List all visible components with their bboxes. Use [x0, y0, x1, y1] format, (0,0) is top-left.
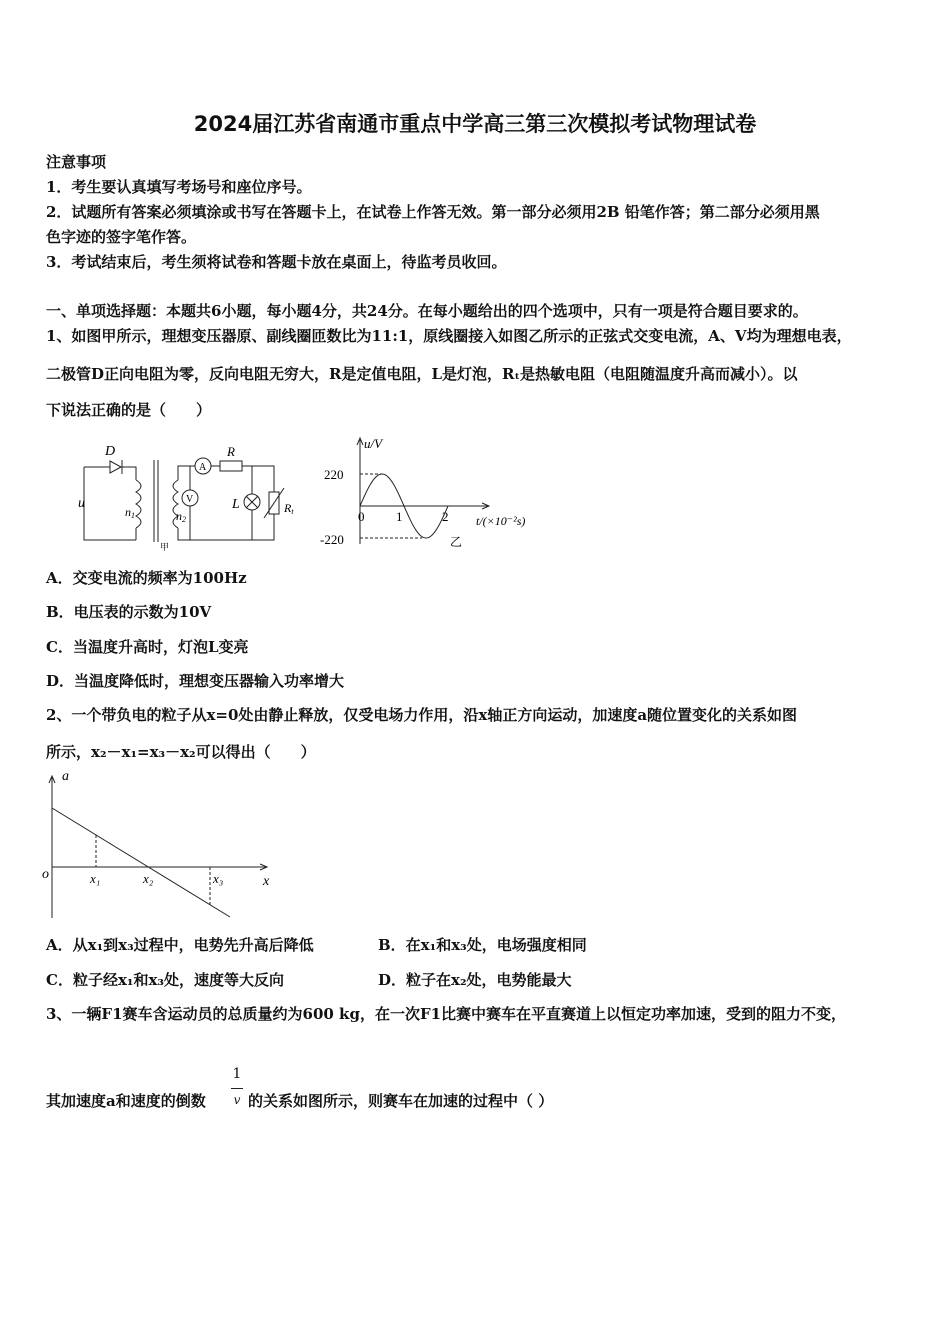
- t2-label: 2: [442, 509, 449, 524]
- t1-label: 1: [396, 509, 403, 524]
- section-heading: 一、单项选择题：本题共6小题，每小题4分，共24分。在每小题给出的四个选项中，只有一项是符合题目要求的。: [46, 302, 808, 320]
- ymax-label: 220: [324, 467, 344, 482]
- t-axis-label: t/(×10⁻²s): [476, 514, 526, 528]
- q1-option-a: A．交变电流的频率为100Hz: [46, 569, 247, 587]
- ymin-label: -220: [320, 532, 344, 547]
- u-axis-label: u/V: [364, 436, 383, 451]
- fraction-numerator: 1: [232, 1066, 242, 1082]
- q2-option-d: D．粒子在x₂处，电势能最大: [378, 971, 572, 989]
- origin-label: o: [42, 867, 49, 882]
- resistor-label: R: [227, 444, 235, 459]
- notice-item: 色字迹的签字笔作答。: [46, 228, 197, 246]
- q2-option-c: C．粒子经x₁和x₃处，速度等大反向: [46, 971, 284, 989]
- lamp-label: L: [232, 497, 240, 512]
- notice-item: 3．考试结束后，考生须将试卷和答题卡放在桌面上，待监考员收回。: [46, 253, 507, 271]
- q2-option-a: A．从x₁到x₃过程中，电势先升高后降低: [46, 936, 314, 954]
- figure-caption-yi: 乙: [450, 535, 463, 549]
- q1-stem-line: 下说法正确的是（ ）: [46, 401, 212, 419]
- x2-label: x₂: [143, 871, 154, 886]
- q1-option-c: C．当温度升高时，灯泡L变亮: [46, 638, 249, 656]
- q1-option-d: D．当温度降低时，理想变压器输入功率增大: [46, 672, 345, 690]
- q2-stem-line: 所示，x₂－x₁=x₃－x₂可以得出（ ）: [46, 743, 316, 761]
- q2-stem-line: 2、一个带负电的粒子从x=0处由静止释放，仅受电场力作用，沿x轴正方向运动，加速度a随位置变化的关系如图: [46, 706, 798, 724]
- page-title: 2024届江苏省南通市重点中学高三第三次模拟考试物理试卷: [193, 112, 757, 136]
- notice-heading: 注意事项: [46, 153, 107, 171]
- n2-label: n2: [176, 509, 186, 524]
- notice-item: 2．试题所有答案必须填涂或书写在答题卡上，在试卷上作答无效。第一部分必须用2B 铅笔作答；第二部分必须用黑: [46, 203, 820, 221]
- notice-item: 1．考生要认真填写考场号和座位序号。: [46, 178, 312, 196]
- a-line: [52, 808, 230, 917]
- voltmeter-label: V: [186, 494, 194, 505]
- x-axis-label: x: [263, 874, 270, 889]
- origin-label: 0: [358, 509, 365, 524]
- q1-circuit-figure: [70, 440, 310, 555]
- q1-stem-line: 二极管D正向电阻为零，反向电阻无穷大，R是定值电阻，L是灯泡，Rₜ是热敏电阻（电阻随温度升高而减小）。以: [46, 365, 798, 383]
- q3-stem-line: 其加速度a和速度的倒数: [46, 1092, 206, 1110]
- figure-caption-jia: 甲: [160, 542, 170, 552]
- q1-waveform-graph: [318, 434, 548, 554]
- q1-option-b: B．电压表的示数为10V: [46, 603, 212, 621]
- ammeter-label: A: [199, 462, 207, 473]
- x1-label: x₁: [90, 871, 101, 886]
- x3-label: x₃: [213, 871, 224, 886]
- q2-option-b: B．在x₁和x₃处，电场强度相同: [378, 936, 587, 954]
- source-label: u: [78, 496, 85, 511]
- a-axis-label: a: [62, 769, 69, 784]
- thermistor-label: Rt: [284, 501, 294, 516]
- q3-stem-line: 的关系如图所示，则赛车在加速的过程中（ ）: [248, 1092, 554, 1110]
- n1-label: n1: [125, 505, 135, 520]
- q2-ax-graph: [40, 766, 285, 926]
- q1-stem-line: 1、如图甲所示，理想变压器原、副线圈匝数比为11:1，原线圈接入如图乙所示的正弦式交变电流，A、V均为理想电表，: [46, 327, 852, 345]
- q3-stem-line: 3、一辆F1赛车含运动员的总质量约为600 kg，在一次F1比赛中赛车在平直赛道上以恒定功率加速，受到的阻力不变，: [46, 1005, 847, 1023]
- fraction-denominator: v: [233, 1093, 241, 1107]
- diode-label: D: [105, 444, 116, 459]
- fraction-bar: [231, 1088, 243, 1089]
